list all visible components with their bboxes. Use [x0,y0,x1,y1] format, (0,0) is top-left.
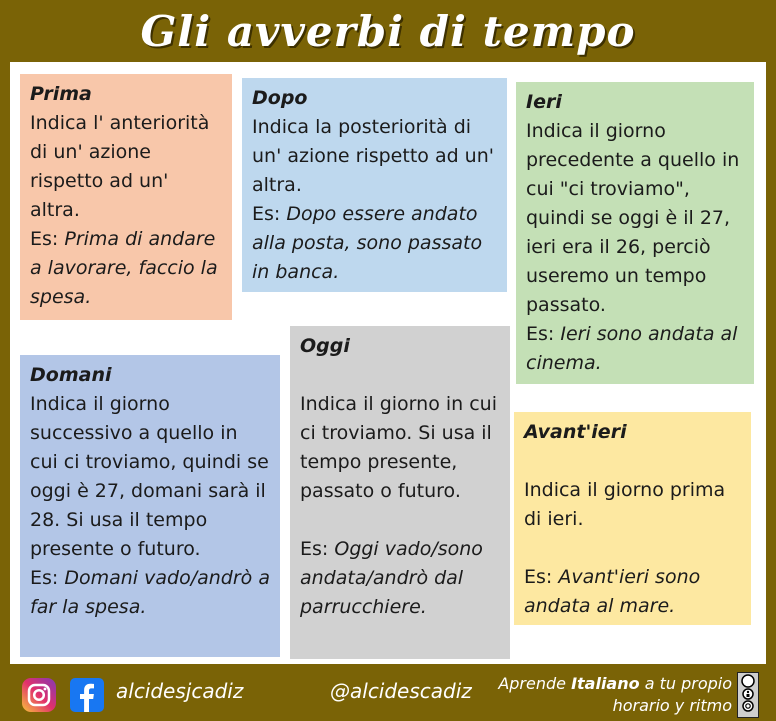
header-banner [0,0,776,62]
slogan-post: a tu propio horario y ritmo [612,674,732,715]
card-example [526,320,744,378]
card-description: Indica il giorno successivo a quello in cui ci troviamo, quindi se oggi è 27, domani sarà il 28. Si usa il tempo presente o futuro. [30,393,269,560]
card-title: Ieri [526,91,562,113]
at-handle[interactable]: @alcidescadiz [330,679,472,703]
card-description: Indica l' anteriorità di un' azione rispetto ad un' altra. [30,112,210,221]
example-text: Domani vado/andrò a far la spesa. [30,567,270,618]
card-example [30,225,222,312]
spacer [300,361,500,390]
card-description: Indica la posteriorità di un' azione rispetto ad un' altra. [252,116,494,196]
example-text: Avant'ieri sono andata al mare. [524,566,701,617]
card-oggi [290,326,510,659]
card-example [252,200,497,287]
example-prefix: Es: [526,323,561,345]
spacer [524,447,741,476]
slogan-pre: Aprende [498,674,572,693]
example-prefix: Es: [30,567,65,589]
instagram-icon[interactable] [22,678,56,712]
card-title: Prima [30,83,92,105]
card-example [524,563,741,621]
card-dopo [242,78,507,292]
example-text: Dopo essere andato alla posta, sono passato in banca. [252,203,483,283]
card-description: Indica il giorno in cui ci troviamo. Si usa il tempo presente, passato o futuro. [300,393,497,502]
card-example [300,535,500,622]
creative-commons-icon [737,672,759,718]
card-ieri [516,82,754,384]
card-title: Oggi [300,335,350,357]
example-prefix: Es: [300,538,335,560]
card-title: Dopo [252,87,308,109]
card-description: Indica il giorno prima di ieri. [524,479,726,530]
facebook-icon[interactable] [70,678,104,712]
example-prefix: Es: [30,228,65,250]
card-avantieri [514,412,751,625]
example-prefix: Es: [524,566,559,588]
page-title: Gli avverbi di tempo [140,6,636,56]
slogan-bold: Italiano [571,674,640,693]
example-text: Prima di andare a lavorare, faccio la spesa. [30,228,218,308]
spacer [524,534,741,563]
social-handle[interactable]: alcidesjcadiz [116,679,244,703]
card-title: Avant'ieri [524,421,627,443]
card-title: Domani [30,364,112,386]
content-panel [10,62,766,664]
card-prima [20,74,232,320]
spacer [300,506,500,535]
example-prefix: Es: [252,203,287,225]
card-example [30,564,270,622]
card-description: Indica il giorno precedente a quello in cui "ci troviamo", quindi se oggi è il 27, ieri era il 26, perciò useremo un tempo passato. [526,120,740,316]
example-text: Ieri sono andata al cinema. [526,323,738,374]
example-text: Oggi vado/sono andata/andrò dal parrucchiere. [300,538,483,618]
slogan [470,673,732,717]
card-domani [20,355,280,657]
footer [0,668,776,721]
